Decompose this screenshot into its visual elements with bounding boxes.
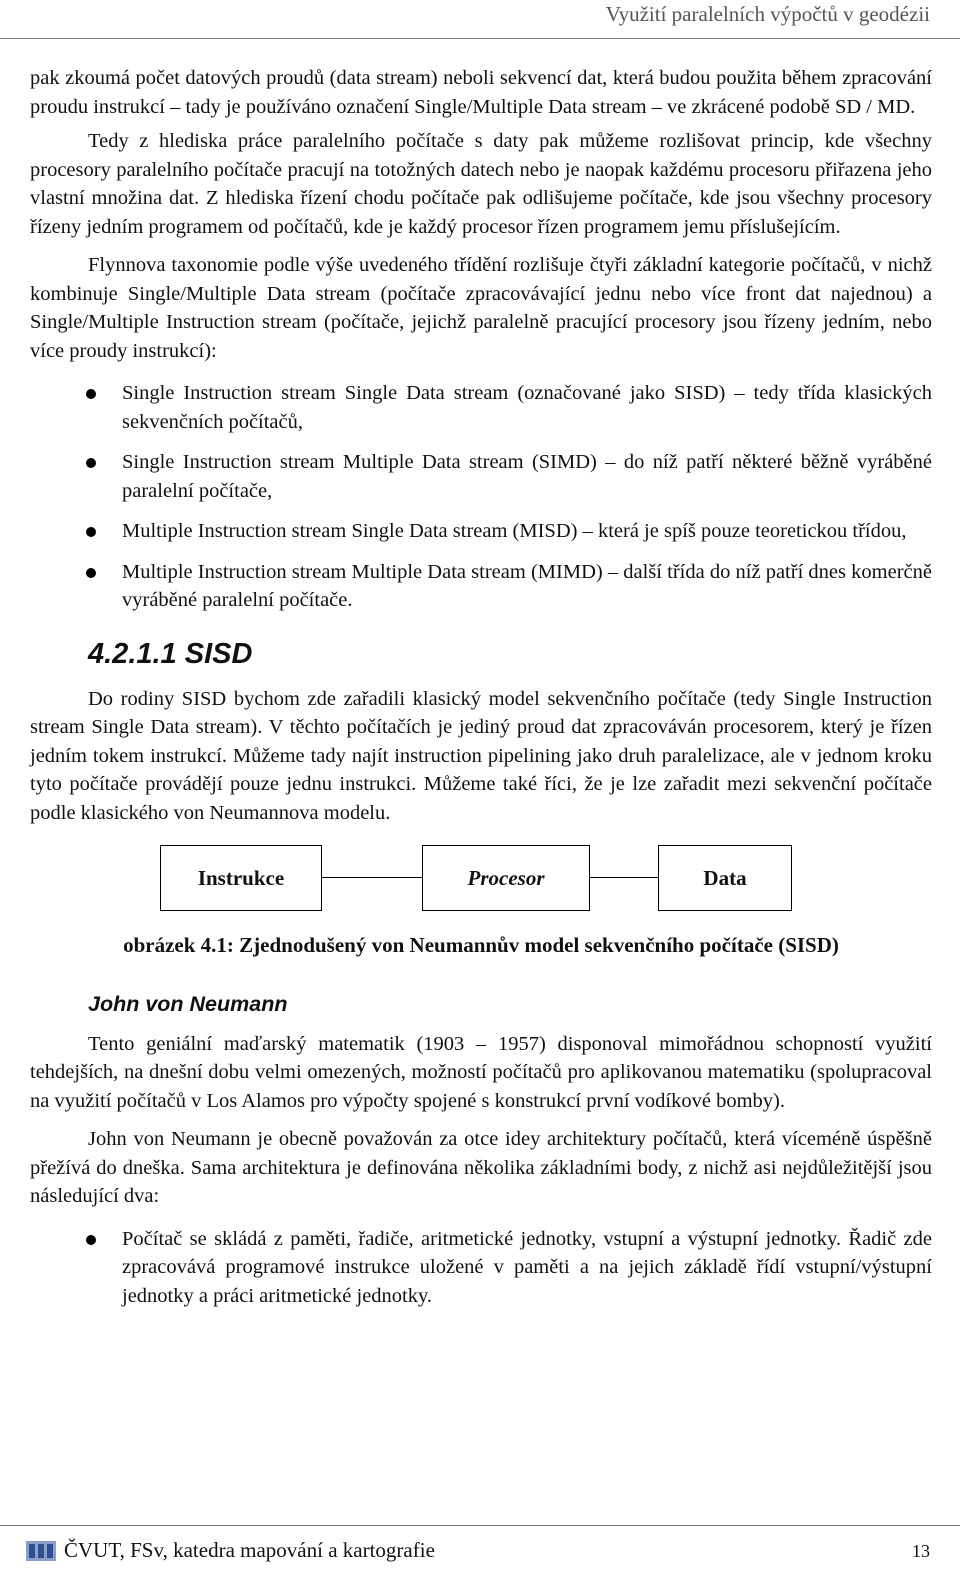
taxonomy-list (30, 379, 932, 615)
footer-text: ČVUT, FSv, katedra mapování a kartografie (64, 1538, 435, 1562)
architecture-list (30, 1225, 932, 1311)
von-neumann-diagram (30, 837, 932, 927)
bullet-icon (86, 1235, 96, 1245)
diagram-box-instrukce: Instrukce (160, 845, 322, 911)
diagram-connector (322, 877, 422, 878)
figure-caption: obrázek 4.1: Zjednodušený von Neumannův model sekvenčního počítače (SISD) (123, 933, 839, 957)
list-item-text: Multiple Instruction stream Multiple Data stream (MIMD) – další třída do níž patří dnes komerčně vyráběné paralelní počítače. (122, 560, 932, 611)
page-content (30, 64, 932, 1322)
bullet-icon (86, 527, 96, 537)
bullet-icon (86, 389, 96, 399)
list-item-text: Single Instruction stream Multiple Data stream (SIMD) – do níž patří některé běžně vyráběné paralelní počítače, (122, 451, 932, 502)
list-item (30, 558, 932, 615)
university-logo-icon (26, 1541, 56, 1561)
list-item (30, 517, 932, 546)
footer-rule (0, 1525, 960, 1526)
bullet-icon (86, 568, 96, 578)
bullet-icon (86, 458, 96, 468)
list-item-text: Multiple Instruction stream Single Data stream (MISD) – která je spíš pouze teoretickou třídou, (122, 520, 907, 542)
page-footer (26, 1538, 435, 1563)
paragraph-neumann-architecture: John von Neumann je obecně považován za otce idey architektury počítačů, která víceméně úspěšně přežívá do dneška. Sama architektura je definována několika základními body, z nichž asi nejdůležitější jsou následující dva: (30, 1128, 932, 1207)
paragraph-sisd: Do rodiny SISD bychom zde zařadili klasický model sekvenčního počítače (tedy Single Instruction stream Single Data stream). V těchto počítačích je jediný proud dat zpracováván procesorem, který je řízen jedním tokem instrukcí. Můžeme tady najít instruction pipelining jako druh paralelizace, ale v jednom kroku tyto počítače provádějí pouze jednu instrukci. Můžeme také říci, že je lze zařadit mezi sekvenční počítače podle klasického von Neumannova modelu. (30, 687, 932, 824)
diagram-connector (590, 877, 658, 878)
running-header: Využití paralelních výpočtů v geodézii (605, 2, 930, 26)
paragraph-neumann-bio: Tento geniální maďarský matematik (1903 – 1957) disponoval mimořádnou schopností využití tehdejších, na dnešní dobu velmi omezených, možností počítačů pro aplikovanou matematiku (spolupracoval na využití počítačů v Los Alamos pro výpočty spojené s konstrukcí první vodíkové bomby). (30, 1032, 932, 1112)
list-item-text: Single Instruction stream Single Data stream (označované jako SISD) – tedy třída klasických sekvenčních počítačů, (122, 382, 932, 433)
diagram-box-procesor: Procesor (422, 845, 590, 911)
section-heading-sisd: 4.2.1.1 SISD (88, 637, 253, 670)
header-rule (0, 38, 960, 39)
paragraph-flynn-taxonomy: Flynnova taxonomie podle výše uvedeného třídění rozlišuje čtyři základní kategorie počítačů, v nichž kombinuje Single/Multiple Data stream (počítače zpracovávající jednu nebo více front dat najednou) a Single/Multiple Instruction stream (počítače, jejichž paralelně pracující procesory jsou řízeny jedním, nebo více proudy instrukcí): (30, 254, 932, 362)
section-heading-neumann: John von Neumann (88, 991, 288, 1016)
list-item-text: Počítač se skládá z paměti, řadiče, aritmetické jednotky, vstupní a výstupní jednotky. Řadič zde zpracovává programové instrukce uložené v paměti a na jejich základě řídí vstupní/výstupní jednotky a práci aritmetické jednotky. (122, 1227, 932, 1307)
list-item (30, 379, 932, 436)
list-item (30, 448, 932, 505)
list-item (30, 1225, 932, 1311)
page-number: 13 (912, 1541, 930, 1561)
diagram-box-data: Data (658, 845, 792, 911)
paragraph-intro: pak zkoumá počet datových proudů (data stream) neboli sekvencí dat, která budou použita během zpracování proudu instrukcí – tady je používáno označení Single/Multiple Data stream – ve zkrácené podobě SD / MD. (30, 67, 932, 118)
paragraph-data-principle: Tedy z hlediska práce paralelního počítače s daty pak můžeme rozlišovat princip, kde všechny procesory paralelního počítače pracují na totožných datech nebo je naopak každému procesoru přiřazena jeho vlastní množina dat. Z hlediska řízení chodu počítače pak odlišujeme počítače, kde jsou všechny procesory řízeny jedním programem od počítačů, kde je každý procesor řízen programem jemu příslušejícím. (30, 130, 932, 238)
